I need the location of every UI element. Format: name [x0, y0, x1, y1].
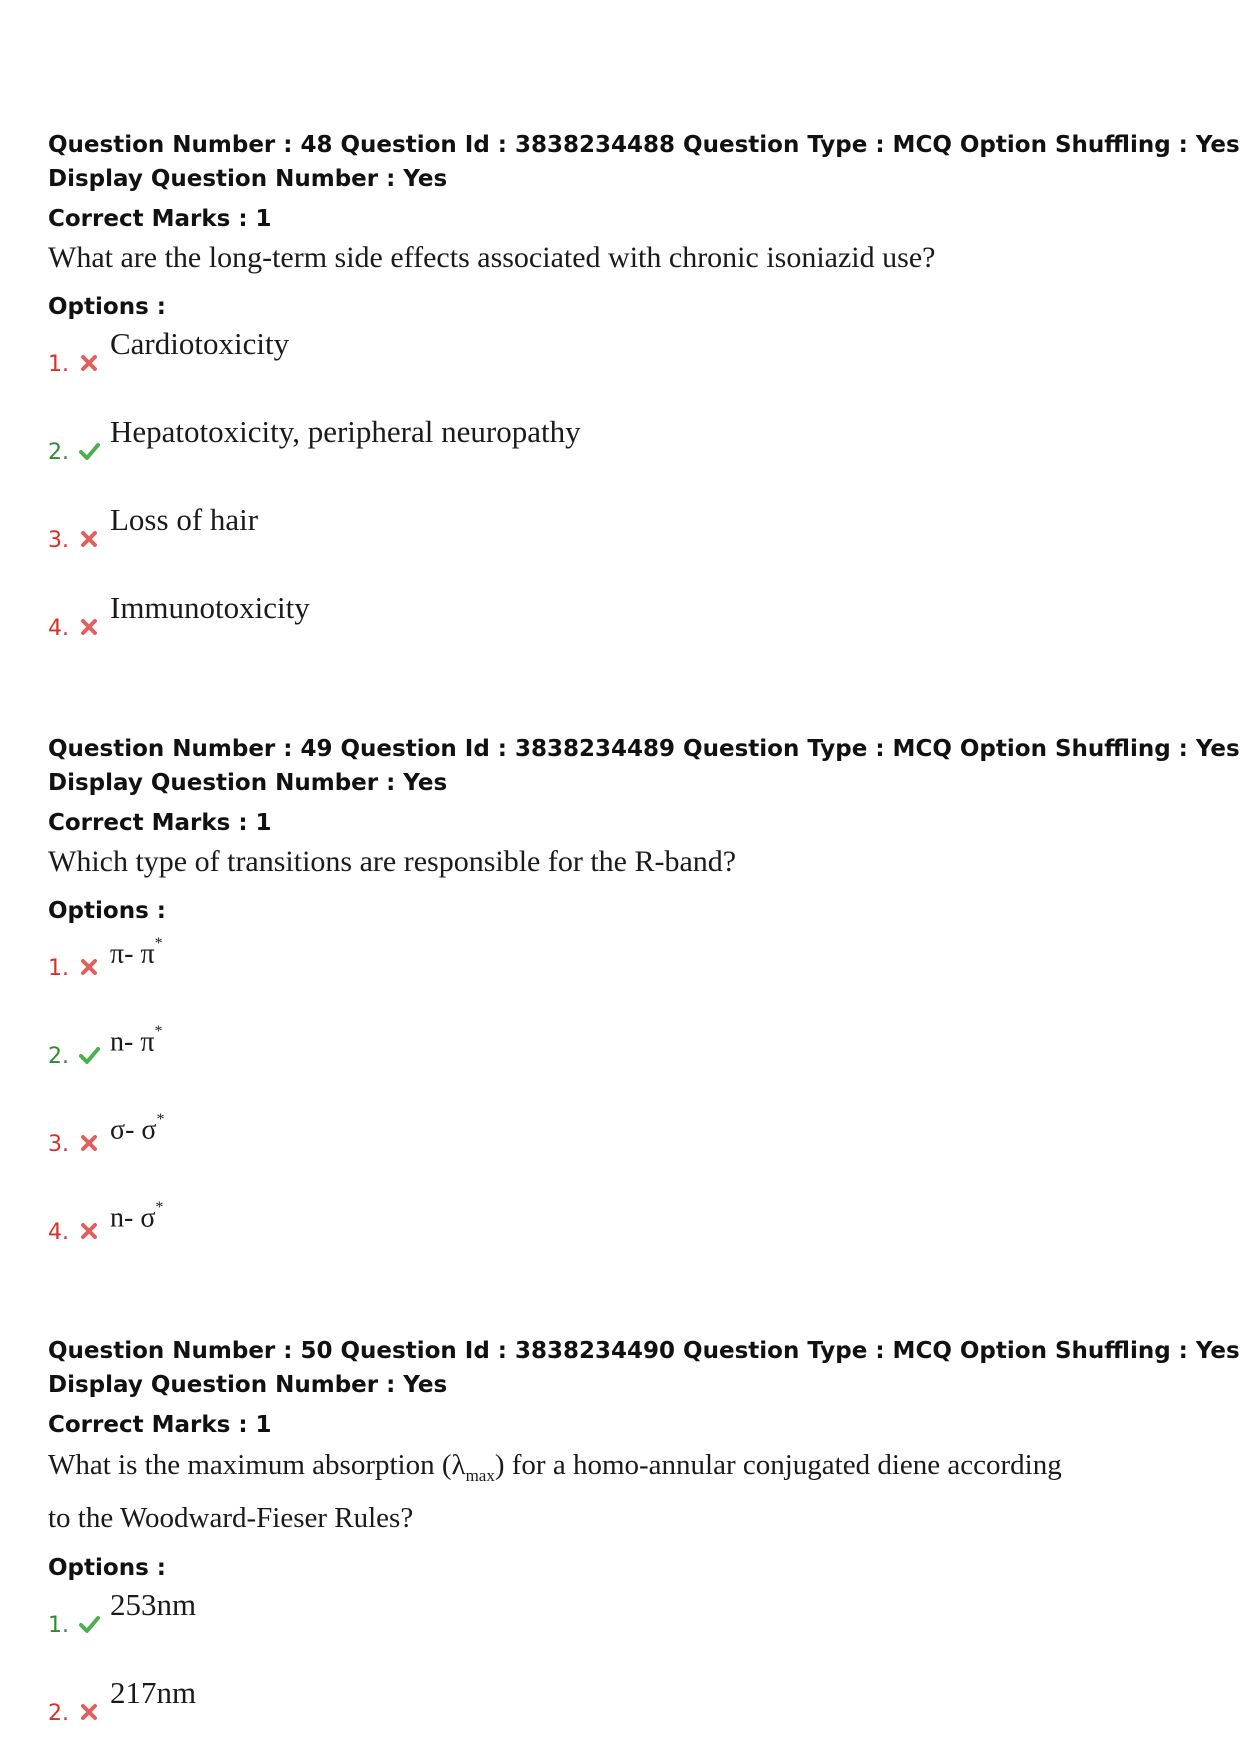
option-sup: *: [154, 1023, 163, 1040]
question-meta: Question Number : 48 Question Id : 3838234488 Question Type : MCQ Option Shuffling : Yes: [48, 132, 1240, 158]
question-48: [48, 128, 1240, 676]
question-49: [48, 732, 1240, 1280]
option-1: [48, 928, 1208, 1016]
option-number: 2.: [48, 1700, 69, 1726]
option-base: π- π: [110, 938, 155, 970]
option-number: 2.: [48, 440, 69, 465]
option-base: n- σ: [110, 1202, 156, 1234]
option-number: 3.: [48, 528, 69, 553]
question-text-line-1: [48, 1444, 1208, 1497]
option-4: [48, 1192, 1208, 1280]
check-icon: [78, 440, 100, 462]
option-text: Loss of hair: [110, 502, 259, 537]
option-text: [110, 1104, 165, 1150]
check-icon: [78, 1613, 100, 1635]
correct-marks: Correct Marks : 1: [48, 206, 272, 232]
check-icon: [78, 1044, 100, 1066]
option-3: [48, 1104, 1208, 1192]
option-3: [48, 500, 1208, 588]
option-text: 253nm: [110, 1586, 197, 1622]
cross-icon: [78, 956, 100, 978]
options-label: Options :: [48, 294, 166, 320]
cross-icon: [78, 1220, 100, 1242]
option-base: σ- σ: [110, 1114, 157, 1146]
option-base: n- π: [110, 1026, 155, 1058]
cross-icon: [78, 1132, 100, 1154]
correct-marks: Correct Marks : 1: [48, 810, 272, 836]
question-text-subscript: max: [465, 1465, 495, 1485]
cross-icon: [78, 616, 100, 638]
option-text: [110, 928, 163, 974]
option-text: Cardiotoxicity: [110, 326, 290, 361]
option-1: [48, 1585, 1208, 1673]
cross-icon: [78, 528, 100, 550]
options-label: Options :: [48, 1554, 166, 1581]
options-label: Options :: [48, 898, 166, 924]
option-text: Immunotoxicity: [110, 590, 310, 625]
display-question-number: Display Question Number : Yes: [48, 1372, 448, 1398]
display-question-number: Display Question Number : Yes: [48, 770, 448, 796]
question-text: [48, 1444, 1208, 1539]
option-4: [48, 588, 1208, 676]
question-50: [48, 1334, 1240, 1761]
option-2: [48, 1673, 1208, 1761]
option-number: 1.: [48, 1612, 69, 1638]
option-text: [110, 1192, 163, 1238]
option-text: 217nm: [110, 1674, 197, 1710]
option-1: [48, 324, 1208, 412]
question-text: Which type of transitions are responsible for the R-band?: [48, 845, 737, 878]
option-2: [48, 412, 1208, 500]
option-2: [48, 1016, 1208, 1104]
display-question-number: Display Question Number : Yes: [48, 166, 448, 192]
option-sup: *: [156, 1111, 165, 1128]
option-text: [110, 1016, 162, 1062]
question-text-part: What is the maximum absorption (λ: [48, 1449, 466, 1481]
question-text-part: ) for a homo-annular conjugated diene according: [494, 1449, 1062, 1481]
option-number: 2.: [48, 1044, 69, 1069]
option-sup: *: [154, 935, 163, 952]
option-sup: *: [155, 1199, 164, 1216]
cross-icon: [78, 352, 100, 374]
question-text: What are the long-term side effects associated with chronic isoniazid use?: [48, 241, 936, 274]
question-meta: Question Number : 49 Question Id : 3838234489 Question Type : MCQ Option Shuffling : Yes: [48, 736, 1240, 762]
option-number: 1.: [48, 352, 69, 377]
question-text-line-2: to the Woodward-Fieser Rules?: [48, 1501, 414, 1534]
question-meta: Question Number : 50 Question Id : 3838234490 Question Type : MCQ Option Shuffling : Yes: [48, 1338, 1240, 1364]
option-number: 4.: [48, 616, 69, 641]
option-text: Hepatotoxicity, peripheral neuropathy: [110, 414, 581, 449]
cross-icon: [78, 1701, 100, 1723]
option-number: 1.: [48, 956, 69, 981]
option-number: 3.: [48, 1132, 69, 1157]
option-number: 4.: [48, 1220, 69, 1245]
correct-marks: Correct Marks : 1: [48, 1412, 272, 1438]
